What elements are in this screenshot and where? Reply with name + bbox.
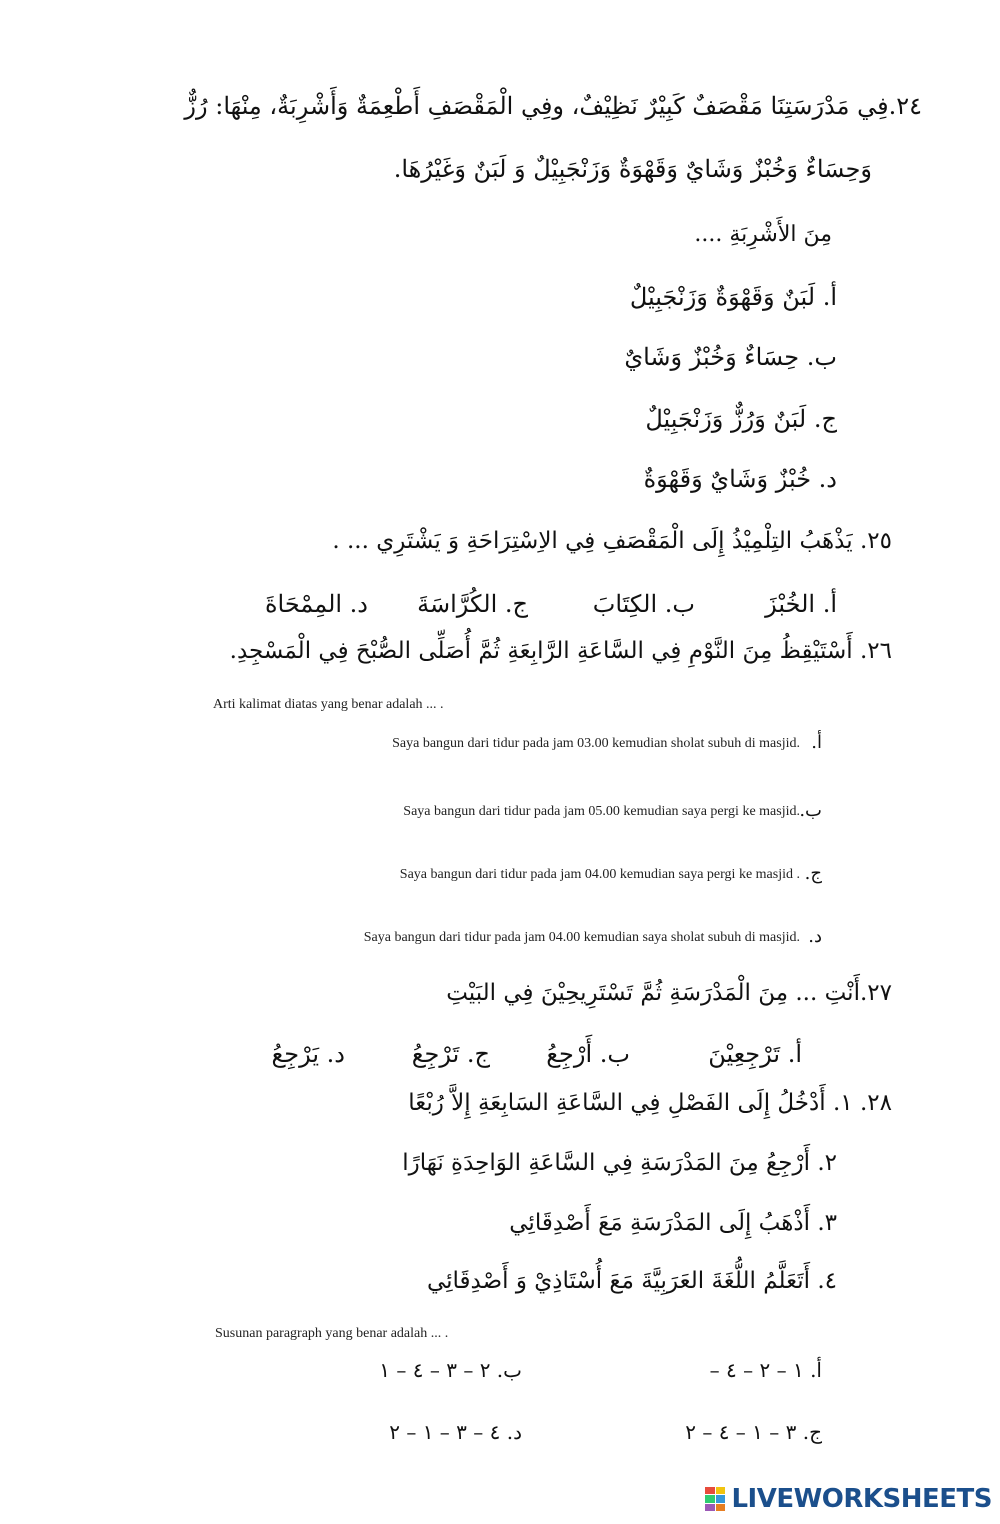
q26-option-c-text: Saya bangun dari tidur pada jam 04.00 kemudian saya pergi ke masjid . bbox=[399, 867, 800, 882]
q28-sentence-2: ٢. أَرْجِعُ مِنَ المَدْرَسَةِ فِي السَّاعَةِ الوَاحِدَةِ نَهَارًا bbox=[402, 1150, 837, 1176]
q27-option-b[interactable]: ب. أَرْجِعُ bbox=[546, 1040, 630, 1068]
q25-option-b[interactable]: ب. الكِتَابَ bbox=[592, 590, 695, 618]
q24-option-c[interactable]: ج. لَبَنٌ وَرُزٌّ وَزَنْجَبِيْلٌ bbox=[645, 405, 837, 433]
q26-option-d-letter: د. bbox=[808, 926, 822, 947]
q28-option-d[interactable]: د. ٤ – ٣ – ١ – ٢ bbox=[389, 1420, 522, 1444]
q27-stem: ٢٧.أَنْتِ ... مِنَ الْمَدْرَسَةِ ثُمَّ تَسْتَرِيحِيْنَ فِي البَيْتِ bbox=[446, 980, 892, 1006]
q28-prompt: Susunan paragraph yang benar adalah ... . bbox=[215, 1326, 449, 1341]
q28-sentence-1: ٢٨. ١. أَدْخُلُ إِلَى الفَصْلِ فِي السَّاعَةِ السَابِعَةِ إِلاَّ رُبْعًا bbox=[408, 1090, 892, 1116]
q26-option-a-text: Saya bangun dari tidur pada jam 03.00 kemudian sholat subuh di masjid. bbox=[392, 736, 800, 751]
q25-option-a[interactable]: أ. الخُبْزَ bbox=[765, 590, 837, 618]
q24-option-a[interactable]: أ. لَبَنٌ وَقَهْوَةٌ وَزَنْجَبِيْلٌ bbox=[629, 283, 837, 311]
q27-option-c[interactable]: ج. تَرْجِعُ bbox=[411, 1040, 490, 1068]
q25-option-c[interactable]: ج. الكُرَّاسَةَ bbox=[417, 590, 528, 618]
liveworksheets-wordmark: LIVEWORKSHEETS bbox=[731, 1484, 992, 1514]
liveworksheets-logo-icon bbox=[705, 1487, 725, 1511]
q24-line1: ٢٤.فِي مَدْرَسَتِنَا مَقْصَفٌ كَبِيْرٌ نَظِيْفٌ، وفِي الْمَقْصَفِ أَطْعِمَةٌ وَأَشْرِبَةٌ، مِنْهَا: رُزٌّ bbox=[184, 92, 922, 120]
q27-option-a[interactable]: أ. تَرْجِعِيْنَ bbox=[708, 1040, 802, 1068]
q28-sentence-4: ٤. أَتَعَلَّمُ اللُّغَةَ العَرَبِيَّةَ مَعَ أُسْتَاذِيْ وَ أَصْدِقَائِي bbox=[426, 1268, 837, 1294]
q28-option-b[interactable]: ب. ٢ – ٣ – ٤ – ١ bbox=[379, 1358, 522, 1382]
q26-option-b-text: Saya bangun dari tidur pada jam 05.00 kemudian saya pergi ke masjid. bbox=[403, 804, 800, 819]
q26-option-b-letter: ب. bbox=[799, 800, 822, 821]
q28-sentence-3: ٣. أَذْهَبُ إِلَى المَدْرَسَةِ مَعَ أَصْدِقَائِي bbox=[509, 1210, 837, 1236]
q24-stem: مِنَ الأَشْرِبَةِ .... bbox=[694, 222, 832, 247]
q24-option-d[interactable]: د. خُبْزٌ وَشَايٌ وَقَهْوَةٌ bbox=[643, 465, 837, 493]
q27-option-d[interactable]: د. يَرْجِعُ bbox=[271, 1040, 345, 1068]
q26-option-d-text: Saya bangun dari tidur pada jam 04.00 kemudian saya sholat subuh di masjid. bbox=[363, 930, 800, 945]
q28-option-a[interactable]: أ. ١ – ٢ – ٤ – bbox=[709, 1358, 822, 1382]
q25-option-d[interactable]: د. المِمْحَاةَ bbox=[264, 590, 368, 618]
liveworksheets-brand bbox=[705, 1484, 992, 1514]
q24-option-b[interactable]: ب. حِسَاءٌ وَخُبْزٌ وَشَايٌ bbox=[624, 343, 837, 371]
q26-stem: ٢٦. أَسْتَيْقِظُ مِنَ النَّوْمِ فِي السَّاعَةِ الرَّابِعَةِ ثُمَّ أُصَلِّى الصُّبْحَ فِي الْمَسْجِدِ. bbox=[229, 638, 892, 664]
q28-option-c[interactable]: ج. ٣ – ١ – ٤ – ٢ bbox=[685, 1420, 822, 1444]
q26-option-c-letter: ج. bbox=[804, 863, 822, 884]
q26-prompt: Arti kalimat diatas yang benar adalah ... . bbox=[213, 697, 444, 712]
q24-line2: وَحِسَاءٌ وَخُبْزٌ وَشَايٌ وَقَهْوَةٌ وَزَنْجَبِيْلٌ وَ لَبَنٌ وَغَيْرُهَا. bbox=[393, 155, 872, 183]
q25-stem: ٢٥. يَذْهَبُ التِلْمِيْذُ إِلَى الْمَقْصَفِ فِي الاِسْتِرَاحَةِ وَ يَشْتَرِي ... . bbox=[332, 528, 892, 554]
q26-option-a-letter: أ. bbox=[811, 732, 822, 753]
